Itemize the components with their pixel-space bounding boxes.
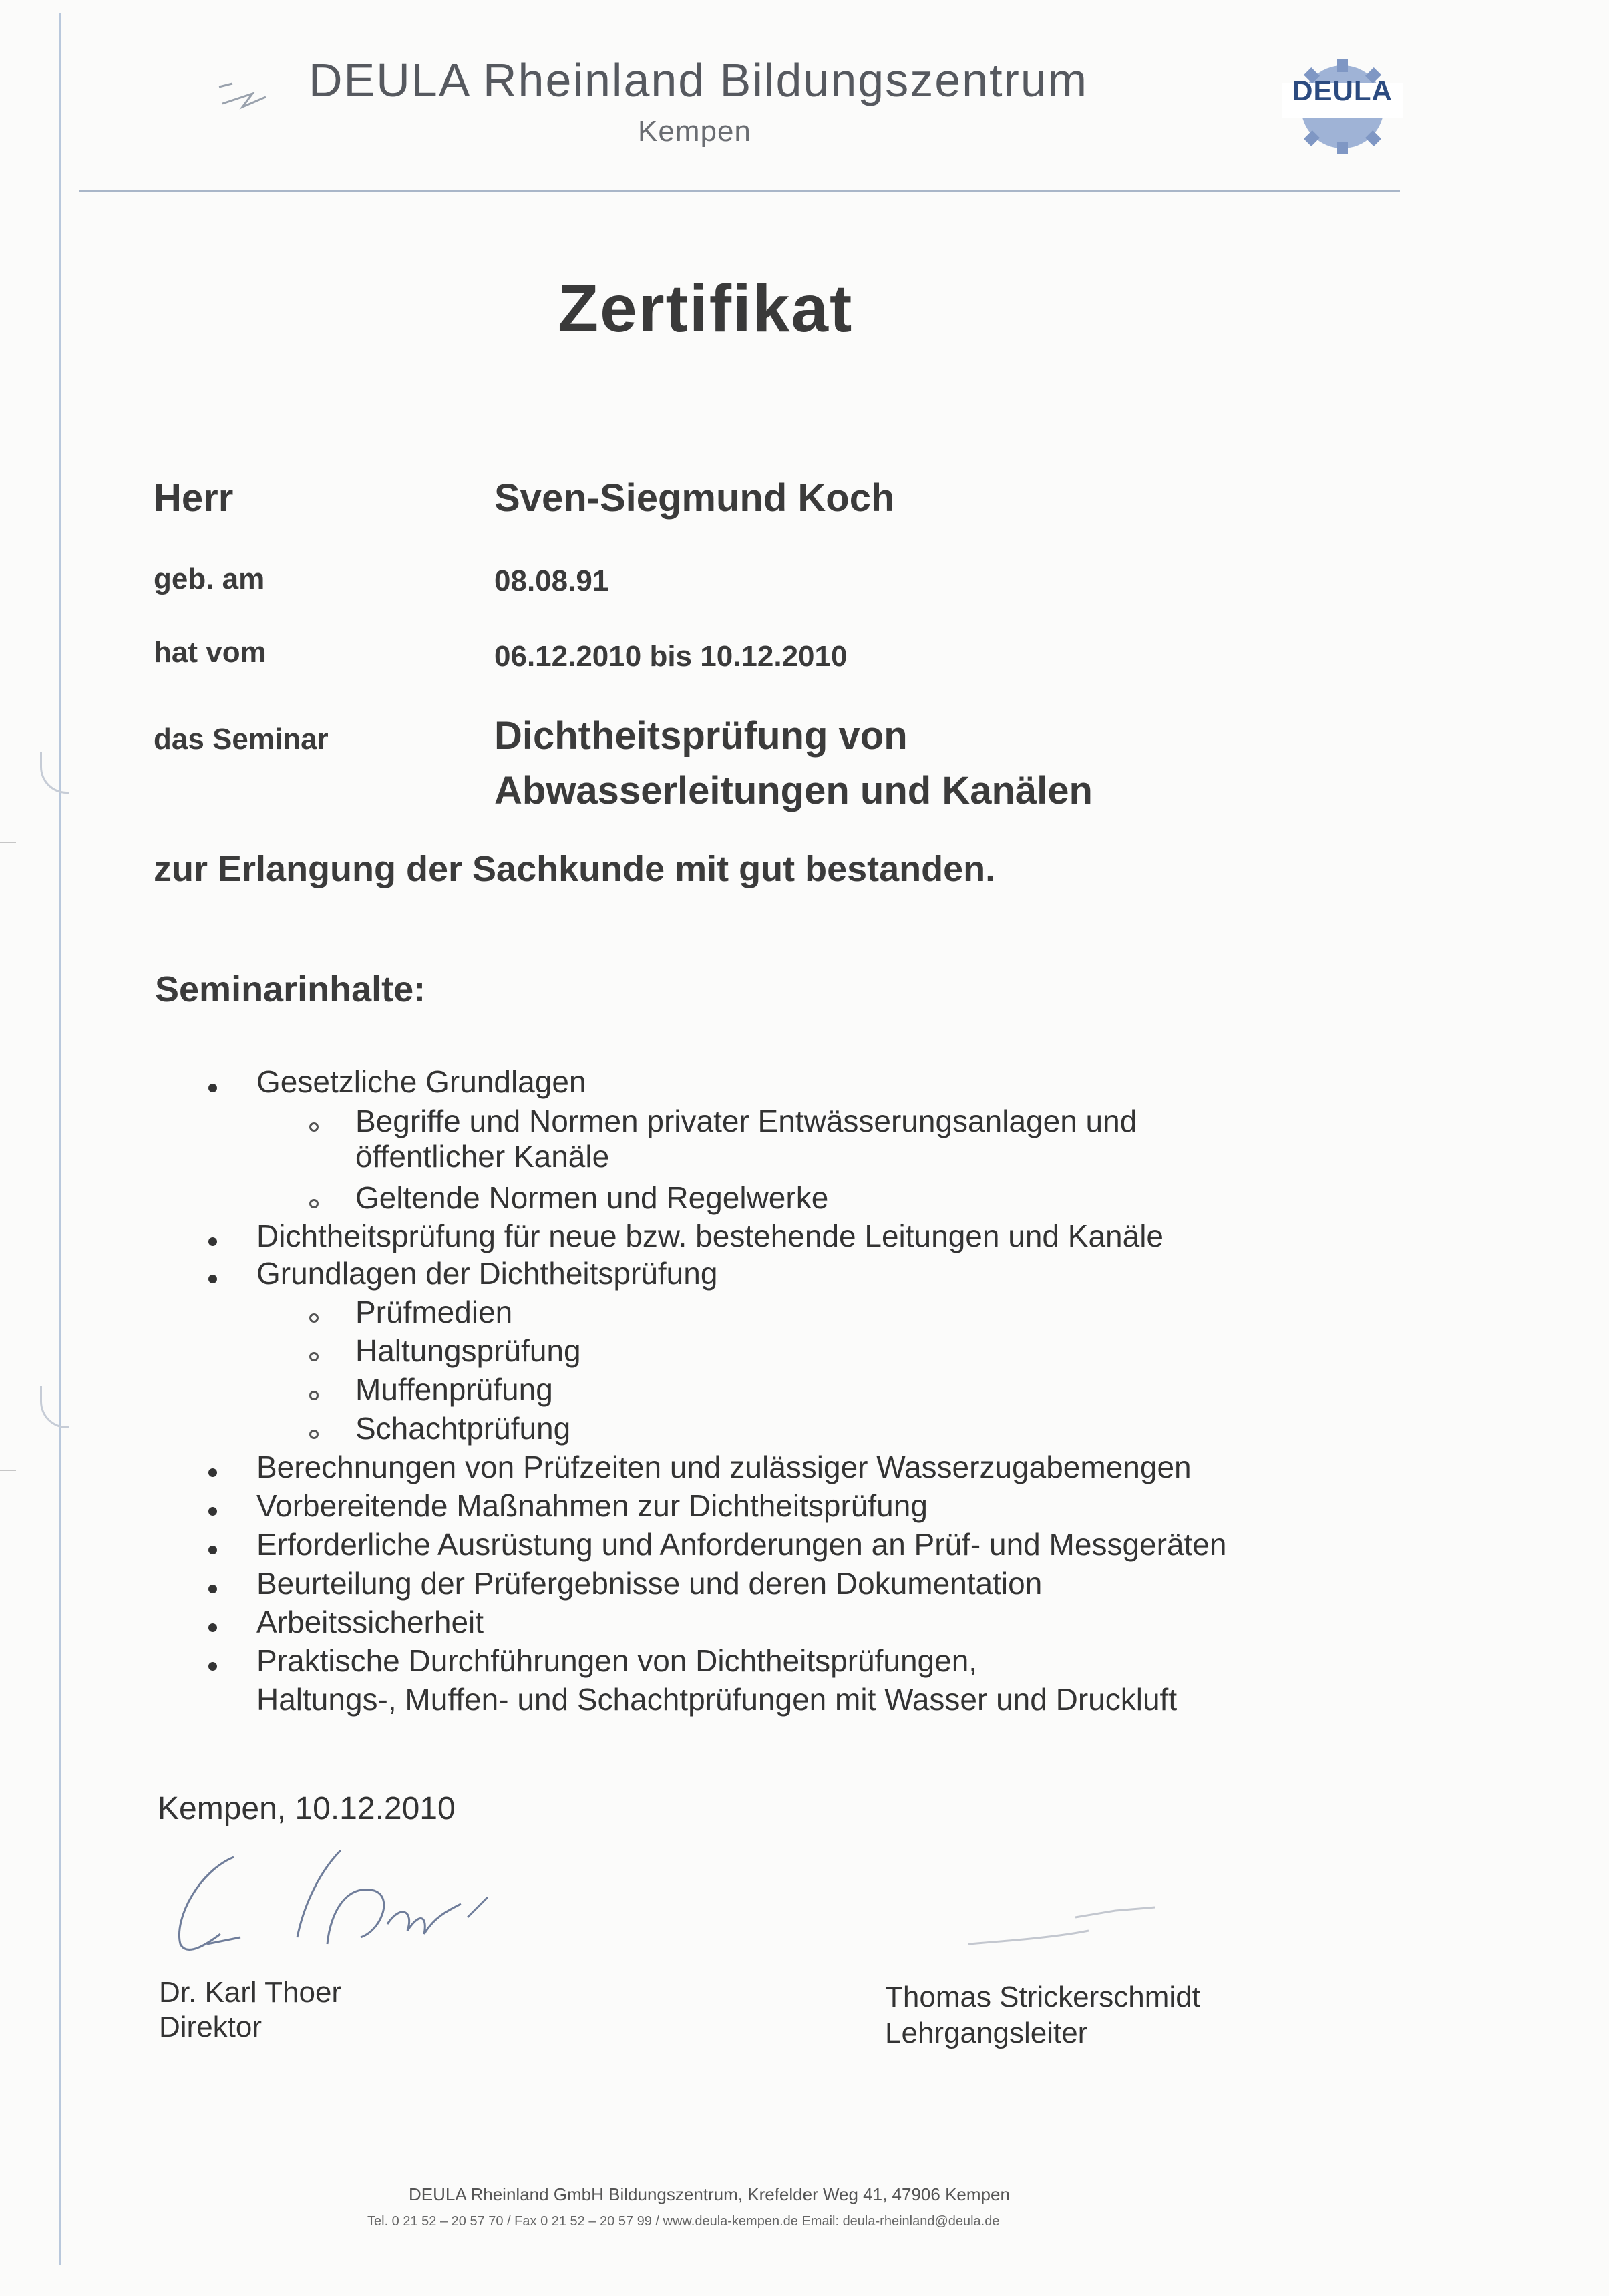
scribble-mark-icon [212,67,273,120]
logo-text: DEULA [1292,75,1393,106]
list-item-continuation: Haltungs-, Muffen- und Schachtprüfungen mit Wasser und Druckluft [256,1682,1178,1717]
birth-date: 08.08.91 [494,564,609,597]
handwritten-signature [160,1844,508,1971]
bullet-icon [208,1623,217,1632]
list-item: Gesetzliche Grundlagen [256,1064,586,1099]
institution-name: DEULA Rheinland Bildungszentrum [309,54,1089,106]
bullet-icon [208,1507,217,1516]
institution-location: Kempen [638,115,751,148]
seminar-title-line2: Abwasserleitungen und Kanälen [494,769,1093,812]
punch-hole-mark [40,1386,69,1428]
fold-mark [0,1470,16,1471]
list-item: Grundlagen der Dichtheitsprüfung [256,1256,718,1291]
seminar-label: das Seminar [154,723,329,756]
recipient-name: Sven-Siegmund Koch [494,476,895,520]
seminar-title-line1: Dichtheitsprüfung von [494,714,908,758]
fold-mark [0,842,16,843]
footer-contact: Tel. 0 21 52 – 20 57 70 / Fax 0 21 52 – 20 57 99 / www.deula-kempen.de Email: deula-rheinland@deula.de [367,2214,1000,2229]
list-item: Dichtheitsprüfung für neue bzw. bestehende Leitungen und Kanäle [256,1218,1164,1253]
salutation-label: Herr [154,476,234,520]
sub-bullet-icon [309,1391,319,1400]
right-signatory-name: Thomas Strickerschmidt [885,1981,1200,2013]
left-signatory-role: Direktor [159,2011,262,2043]
place-and-date: Kempen, 10.12.2010 [158,1791,456,1826]
list-subitem-continuation: öffentlicher Kanäle [355,1139,610,1174]
document-title: Zertifikat [558,271,854,346]
bullet-icon [208,1546,217,1554]
deula-logo [1276,55,1409,155]
sub-bullet-icon [309,1352,319,1361]
sub-bullet-icon [309,1122,319,1132]
list-subitem: Geltende Normen und Regelwerke [355,1180,829,1215]
list-item: Berechnungen von Prüfzeiten und zulässiger Wasserzugabemengen [256,1450,1192,1484]
faint-signature [955,1904,1155,1964]
bullet-icon [208,1237,217,1246]
list-item: Praktische Durchführungen von Dichtheitsprüfungen, [256,1643,978,1678]
sub-bullet-icon [309,1430,319,1439]
list-item: Beurteilung der Prüfergebnisse und deren Dokumentation [256,1566,1043,1601]
list-subitem: Schachtprüfung [355,1411,571,1446]
bullet-icon [208,1662,217,1671]
sub-bullet-icon [309,1199,319,1208]
contents-heading: Seminarinhalte: [155,969,426,1009]
result-statement: zur Erlangung der Sachkunde mit gut bestanden. [154,849,996,889]
left-signatory-name: Dr. Karl Thoer [159,1976,342,2009]
header-divider [79,190,1400,192]
sub-bullet-icon [309,1313,319,1323]
bullet-icon [208,1585,217,1593]
right-signatory-role: Lehrgangsleiter [885,2017,1088,2049]
margin-line [59,13,61,2265]
seminar-period: 06.12.2010 bis 10.12.2010 [494,640,848,673]
birth-label: geb. am [154,562,265,595]
list-item: Arbeitssicherheit [256,1605,484,1639]
list-subitem: Haltungsprüfung [355,1333,581,1368]
bullet-icon [208,1275,217,1283]
list-subitem: Prüfmedien [355,1295,513,1329]
period-label: hat vom [154,636,266,669]
bullet-icon [208,1468,217,1477]
footer-address: DEULA Rheinland GmbH Bildungszentrum, Krefelder Weg 41, 47906 Kempen [409,2184,1010,2204]
punch-hole-mark [40,752,69,794]
list-subitem: Begriffe und Normen privater Entwässerungsanlagen und [355,1104,1137,1138]
list-subitem: Muffenprüfung [355,1372,553,1407]
bullet-icon [208,1084,217,1092]
list-item: Erforderliche Ausrüstung und Anforderungen an Prüf- und Messgeräten [256,1527,1227,1562]
list-item: Vorbereitende Maßnahmen zur Dichtheitsprüfung [256,1488,928,1523]
